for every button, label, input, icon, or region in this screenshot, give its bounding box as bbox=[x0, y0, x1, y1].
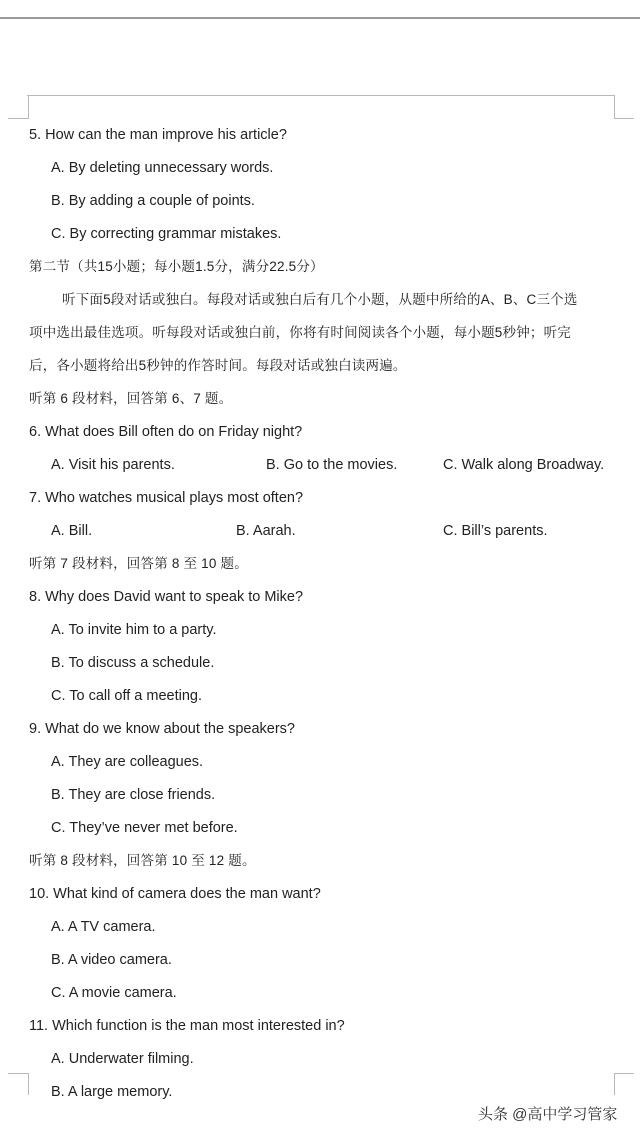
line-text: C. A movie camera. bbox=[51, 985, 177, 1001]
line-text: 听第 8 段材料，回答第 10 至 12 题。 bbox=[29, 853, 256, 868]
line-text: 项中选出最佳选项。听每段对话或独白前，你将有时间阅读各个小题，每小题5秒钟；听完 bbox=[29, 325, 572, 340]
question-line bbox=[0, 123, 640, 147]
question-line bbox=[0, 915, 640, 939]
question-line bbox=[0, 684, 640, 708]
line-text: A. Underwater filming. bbox=[51, 1051, 194, 1067]
line-text: 听第 6 段材料，回答第 6、7 题。 bbox=[29, 391, 233, 406]
question-line bbox=[0, 585, 640, 609]
line-text: C. By correcting grammar mistakes. bbox=[51, 226, 282, 242]
question-line bbox=[0, 882, 640, 906]
corner-mark-top-right bbox=[614, 95, 615, 119]
line-text: B. To discuss a schedule. bbox=[51, 655, 215, 671]
question-line bbox=[0, 156, 640, 180]
section-text-line bbox=[0, 321, 640, 345]
question-line bbox=[0, 1047, 640, 1071]
question-line bbox=[0, 486, 640, 510]
line-text: 后，各小题将给出5秒钟的作答时间。每段对话或独白读两遍。 bbox=[29, 358, 407, 373]
line-text: B. A video camera. bbox=[51, 952, 172, 968]
question-line bbox=[0, 1080, 640, 1104]
answer-option: C. Bill’s parents. bbox=[443, 523, 548, 539]
question-line bbox=[0, 816, 640, 840]
corner-mark-top-left bbox=[28, 95, 29, 119]
line-text: 听下面5段对话或独白。每段对话或独白后有几个小题，从题中所给的A、B、C三个选 bbox=[62, 292, 578, 307]
question-line bbox=[0, 519, 640, 543]
question-line bbox=[0, 948, 640, 972]
line-text: B. They are close friends. bbox=[51, 787, 216, 803]
question-line bbox=[0, 618, 640, 642]
corner-mark-bottom-left-h bbox=[8, 1073, 29, 1074]
line-text: B. A large memory. bbox=[51, 1084, 173, 1100]
line-text: 10. What kind of camera does the man want? bbox=[29, 886, 321, 902]
section-text-line bbox=[0, 255, 640, 279]
answer-option: A. Bill. bbox=[51, 523, 93, 539]
question-line bbox=[0, 717, 640, 741]
section-text-line bbox=[0, 288, 640, 312]
corner-mark-top-right-h bbox=[614, 118, 634, 119]
question-line bbox=[0, 651, 640, 675]
question-line bbox=[0, 222, 640, 246]
line-text: 第二节（共15小题；每小题1.5分，满分22.5分） bbox=[29, 259, 324, 274]
line-text: 8. Why does David want to speak to Mike? bbox=[29, 589, 304, 605]
answer-option: B. Aarah. bbox=[236, 523, 296, 539]
section-text-line bbox=[0, 552, 640, 576]
section-text-line bbox=[0, 387, 640, 411]
section-text-line bbox=[0, 354, 640, 378]
line-text: A. A TV camera. bbox=[51, 919, 156, 935]
question-line bbox=[0, 453, 640, 477]
answer-option: C. Walk along Broadway. bbox=[443, 457, 605, 473]
top-divider bbox=[0, 17, 640, 19]
line-text: C. To call off a meeting. bbox=[51, 688, 202, 704]
answer-option: B. Go to the movies. bbox=[266, 457, 398, 473]
line-text: 11. Which function is the man most interested in? bbox=[29, 1018, 345, 1034]
question-line bbox=[0, 783, 640, 807]
line-text: B. By adding a couple of points. bbox=[51, 193, 255, 209]
corner-mark-top-left-h bbox=[8, 118, 29, 119]
question-line bbox=[0, 981, 640, 1005]
watermark: 头条 @高中学习管家 bbox=[478, 1106, 618, 1123]
question-line bbox=[0, 189, 640, 213]
line-text: A. By deleting unnecessary words. bbox=[51, 160, 274, 176]
question-line bbox=[0, 1014, 640, 1038]
line-text: A. They are colleagues. bbox=[51, 754, 204, 770]
line-text: 听第 7 段材料，回答第 8 至 10 题。 bbox=[29, 556, 248, 571]
page-top-edge bbox=[27, 95, 615, 96]
line-text: 7. Who watches musical plays most often? bbox=[29, 490, 304, 506]
line-text: C. They’ve never met before. bbox=[51, 820, 238, 836]
question-line bbox=[0, 420, 640, 444]
section-text-line bbox=[0, 849, 640, 873]
question-line bbox=[0, 750, 640, 774]
answer-option: A. Visit his parents. bbox=[51, 457, 175, 473]
line-text: 5. How can the man improve his article? bbox=[29, 127, 287, 143]
line-text: A. To invite him to a party. bbox=[51, 622, 217, 638]
corner-mark-bottom-right-h bbox=[614, 1073, 634, 1074]
line-text: 9. What do we know about the speakers? bbox=[29, 721, 295, 737]
line-text: 6. What does Bill often do on Friday night? bbox=[29, 424, 303, 440]
